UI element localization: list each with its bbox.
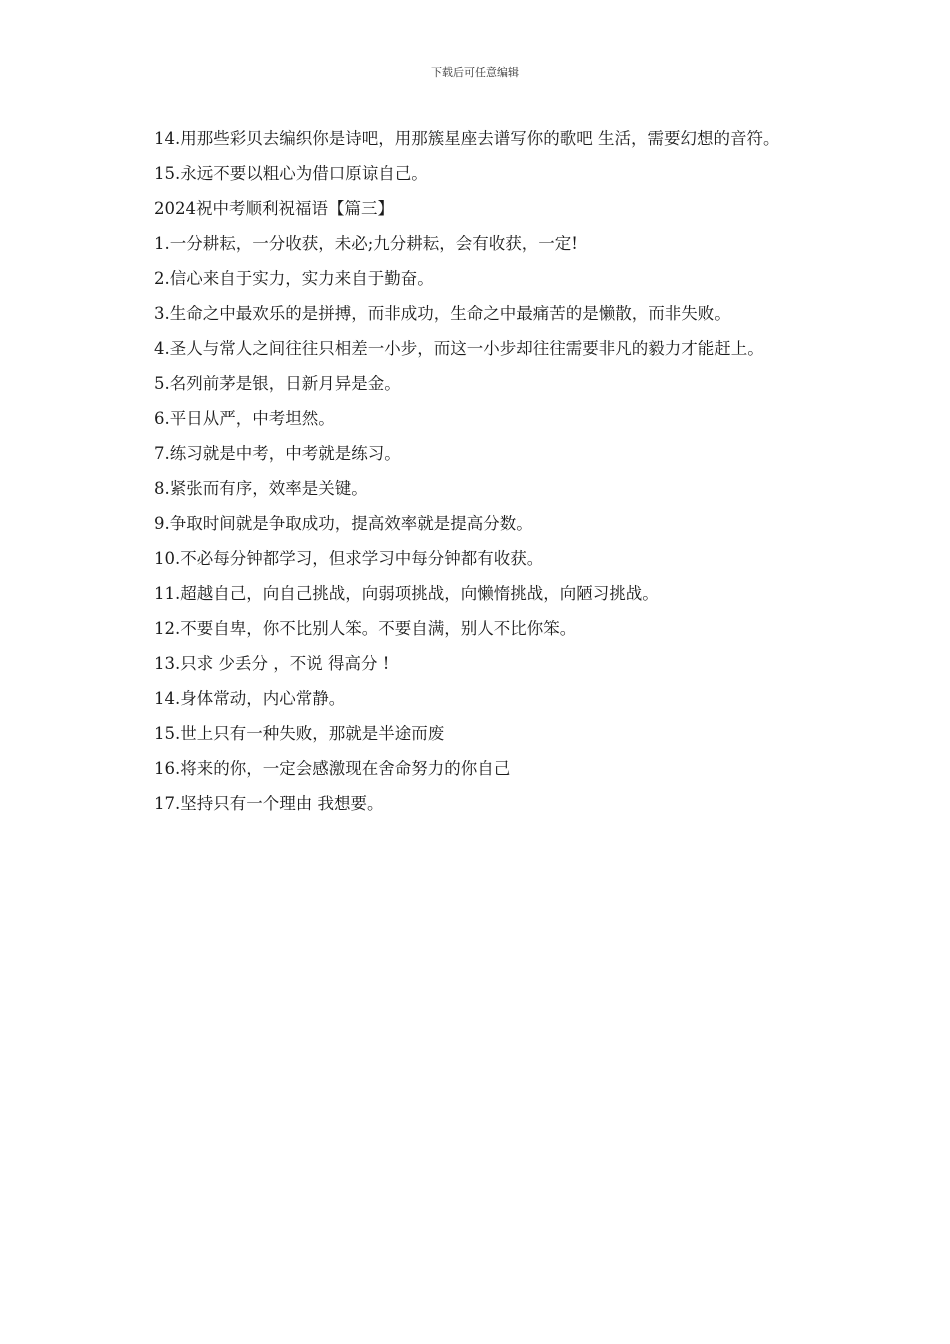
paragraph: 4.圣人与常人之间往往只相差一小步，而这一小步却往往需要非凡的毅力才能赶上。 [154, 339, 764, 358]
paragraph: 15.永远不要以粗心为借口原谅自己。 [154, 164, 428, 183]
paragraph: 17.坚持只有一个理由 我想要。 [154, 794, 384, 813]
paragraph: 7.练习就是中考，中考就是练习。 [154, 444, 401, 463]
paragraph: 15.世上只有一种失败，那就是半途而废 [154, 724, 445, 743]
paragraph: 6.平日从严，中考坦然。 [154, 409, 335, 428]
paragraph: 14.用那些彩贝去编织你是诗吧，用那簇星座去谱写你的歌吧 生活，需要幻想的音符。 [154, 129, 780, 148]
paragraph: 3.生命之中最欢乐的是拼搏，而非成功，生命之中最痛苦的是懒散，而非失败。 [154, 304, 731, 323]
paragraph: 1.一分耕耘，一分收获，未必;九分耕耘，会有收获，一定! [154, 234, 578, 253]
paragraph: 9.争取时间就是争取成功，提高效率就是提高分数。 [154, 514, 533, 533]
paragraph: 13.只求 少丢分 ，不说 得高分 ! [154, 654, 390, 673]
paragraph: 5.名列前茅是银，日新月异是金。 [154, 374, 401, 393]
paragraph: 14.身体常动，内心常静。 [154, 689, 346, 708]
document-body [143, 121, 833, 821]
paragraph: 10.不必每分钟都学习，但求学习中每分钟都有收获。 [154, 549, 544, 568]
paragraph: 2.信心来自于实力，实力来自于勤奋。 [154, 269, 434, 288]
paragraph: 8.紧张而有序，效率是关键。 [154, 479, 368, 498]
section-heading: 2024祝中考顺利祝福语【篇三】 [154, 199, 394, 218]
paragraph: 12.不要自卑，你不比别人笨。不要自满，别人不比你笨。 [154, 619, 577, 638]
paragraph: 16.将来的你，一定会感激现在舍命努力的你自己 [154, 759, 511, 778]
paragraph: 11.超越自己，向自己挑战，向弱项挑战，向懒惰挑战，向陋习挑战。 [154, 584, 659, 603]
page-header: 下载后可任意编辑 [431, 66, 519, 79]
